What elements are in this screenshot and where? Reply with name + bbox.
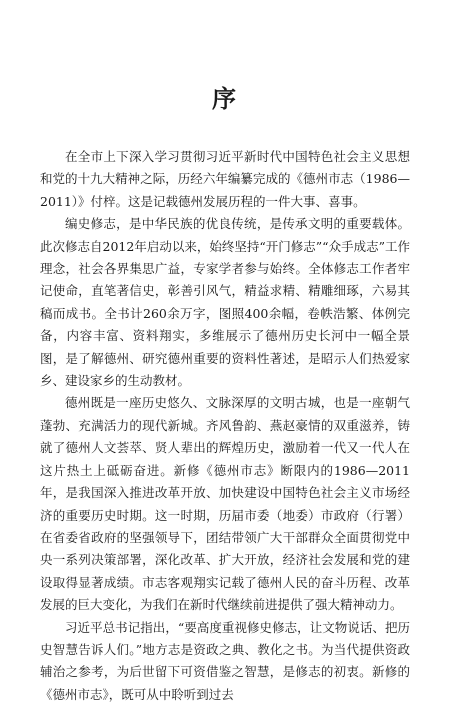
paragraph: 德州既是一座历史悠久、文脉深厚的文明古城，也是一座朝气蓬勃、充满活力的现代新城。齐风鲁韵、燕赵豪情的双重滋养，铸就了德州人文荟萃、贤人辈出的辉煌历史，激励着一代又一代人在这片热土上砥砺奋进。新修《德州市志》断限内的1986—2011年，是我国深入推进改革开放、加快建设中国特色社会主义市场经济的重要历史时期。这一时期，历届市委（地委）市政府（行署）在省委省政府的坚强领导下，团结带领广大干部群众全面贯彻党中央一系列决策部署，深化改革、扩大开放，经济社会发展和党的建设取得显著成绩。市志客观翔实记载了德州人民的奋斗历程、改革发展的巨大变化，为我们在新时代继续前进提供了强大精神动力。 xyxy=(40,395,410,613)
paragraph: 编史修志，是中华民族的优良传统，是传承文明的重要载体。此次修志自2012年启动以来，始终坚持“开门修志”“众手成志”工作理念，社会各界集思广益，专家学者参与始终。全体修志工作者牢记使命，直笔著信史，彰善引风气，精益求精、精雕细琢，六易其稿而成书。全书计260余万字，图照400余幅，卷帙浩繁、体例完备，内容丰富、资料翔实，多维展示了德州历史长河中一幅全景图，是了解德州、研究德州重要的资料性著述，是昭示人们热爱家乡、建设家乡的生动教材。 xyxy=(40,216,410,389)
document-body xyxy=(40,146,410,706)
paragraph: 习近平总书记指出，“要高度重视修史修志，让文物说话、把历史智慧告诉人们。”地方志是资政之典、教化之书。为当代提供资政辅治之参考，为后世留下可资借鉴之智慧，是修志的初衷。新修的《德州市志》，既可从中聆听到过去 xyxy=(40,619,410,702)
page-title: 序 xyxy=(212,84,238,113)
paragraph: 在全市上下深入学习贯彻习近平新时代中国特色社会主义思想和党的十九大精神之际，历经六年编纂完成的《德州市志（1986—2011）》付梓。这是记载德州发展历程的一件大事、喜事。 xyxy=(40,149,410,209)
document-page xyxy=(40,0,410,702)
